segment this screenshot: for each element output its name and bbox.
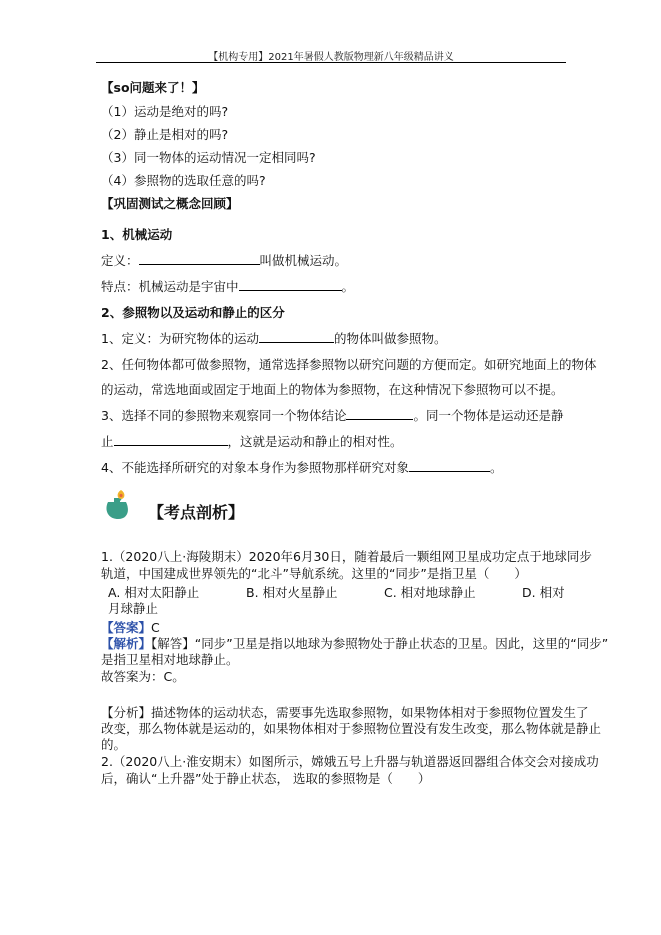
s2-para3-line2	[101, 434, 403, 449]
s2-para1-suffix: 的物体叫做参照物。	[333, 331, 447, 346]
so-question-item: （1）运动是绝对的吗?	[101, 104, 229, 119]
review-title: 【巩固测试之概念回顾】	[101, 196, 239, 211]
kaodian-title: 【考点剖析】	[148, 503, 245, 522]
s2-para4-suffix: 。	[489, 460, 503, 475]
jieda-tag: 【解答】	[151, 636, 195, 651]
q1-option-d-cont: 月球静止	[108, 601, 159, 616]
s2-para4-prefix: 4、不能选择所研究的对象本身作为参照物那样研究对象	[101, 460, 409, 475]
section1-heading: 1、机械运动	[101, 227, 173, 242]
answer-value: C	[151, 620, 160, 635]
q1-explanation-line1	[101, 636, 608, 651]
fill-blank	[239, 279, 342, 291]
s2-para2-line2: 的运动，常选地面或固定于地面上的物体为参照物，在这种情况下参照物可以不提。	[101, 382, 564, 397]
q1-line2: 轨道，中国建成世界领先的“北斗”导航系统。这里的“同步”是指卫星（ ）	[101, 566, 527, 581]
q1-conclusion: 故答案为：C。	[101, 669, 185, 684]
analysis-text: 描述物体的运动状态，需要事先选取参照物，如果物体相对于参照物位置发生了	[151, 705, 589, 720]
so-question-item: （2）静止是相对的吗?	[101, 127, 229, 142]
so-question-title: 【so问题来了！】	[101, 80, 205, 95]
fill-blank	[346, 408, 413, 420]
definition-line	[101, 253, 347, 268]
header-divider	[96, 62, 566, 63]
q1-answer-line	[101, 620, 160, 635]
s2-para1-prefix: 1、定义：为研究物体的运动	[101, 331, 259, 346]
q1-option-c: C. 相对地球静止	[384, 585, 476, 600]
s2-para3-l2-suffix: ，这就是运动和静止的相对性。	[227, 434, 403, 449]
q1-option-d: D. 相对	[522, 585, 565, 600]
q1-option-a: A. 相对太阳静止	[108, 585, 200, 600]
s2-para3-prefix: 3、选择不同的参照物来观察同一个物体结论	[101, 408, 347, 423]
q1-option-b: B. 相对火星静止	[246, 585, 338, 600]
feature-line	[101, 279, 354, 294]
fill-blank	[114, 434, 228, 446]
definition-suffix: 叫做机械运动。	[259, 253, 348, 268]
q2-line1: 2.（2020八上·淮安期末）如图所示，嫦娥五号上升器与轨道器返回器组合体交会对接成功	[101, 754, 599, 769]
vase-flower-icon	[100, 486, 136, 522]
feature-suffix: 。	[341, 279, 355, 294]
q2-line2: 后，确认“上升器”处于静止状态， 选取的参照物是（ ）	[101, 771, 431, 786]
s2-para3-suffix: 。同一个物体是运动还是静	[413, 408, 564, 423]
answer-tag: 【答案】	[101, 620, 152, 635]
q1-explanation-line2: 是指卫星相对地球静止。	[101, 652, 239, 667]
definition-prefix: 定义：	[101, 253, 139, 268]
s2-para3-line1	[101, 408, 563, 423]
fill-blank	[139, 253, 260, 265]
q1-line1: 1.（2020八上·海陵期末）2020年6月30日，随着最后一颗组网卫星成功定点于地球同步	[101, 549, 592, 564]
s2-para2-line1: 2、任何物体都可做参照物，通常选择参照物以研究问题的方便而定。如研究地面上的物体	[101, 357, 597, 372]
so-question-item: （3）同一物体的运动情况一定相同吗?	[101, 150, 316, 165]
explanation-text: “同步”卫星是指以地球为参照物处于静止状态的卫星。因此，这里的“同步”	[194, 636, 609, 651]
q1-analysis-line1	[101, 705, 589, 720]
q1-analysis-line3: 的。	[101, 737, 127, 752]
q1-analysis-line2: 改变，那么物体就是运动的，如果物体相对于参照物位置没有发生改变，那么物体就是静止	[101, 721, 602, 736]
so-question-item: （4）参照物的选取任意的吗?	[101, 173, 266, 188]
fill-blank	[409, 460, 490, 472]
s2-para4	[101, 460, 502, 475]
s2-para1	[101, 331, 446, 346]
section2-heading: 2、参照物以及运动和静止的区分	[101, 305, 285, 320]
page-header: 【机构专用】2021年暑假人教版物理新八年级精品讲义	[208, 52, 454, 63]
fill-blank	[259, 331, 334, 343]
jiexi-tag: 【解析】	[101, 636, 152, 651]
feature-prefix: 特点：机械运动是宇宙中	[101, 279, 239, 294]
s2-para3-l2-prefix: 止	[101, 434, 114, 449]
analysis-tag: 【分析】	[101, 705, 152, 720]
